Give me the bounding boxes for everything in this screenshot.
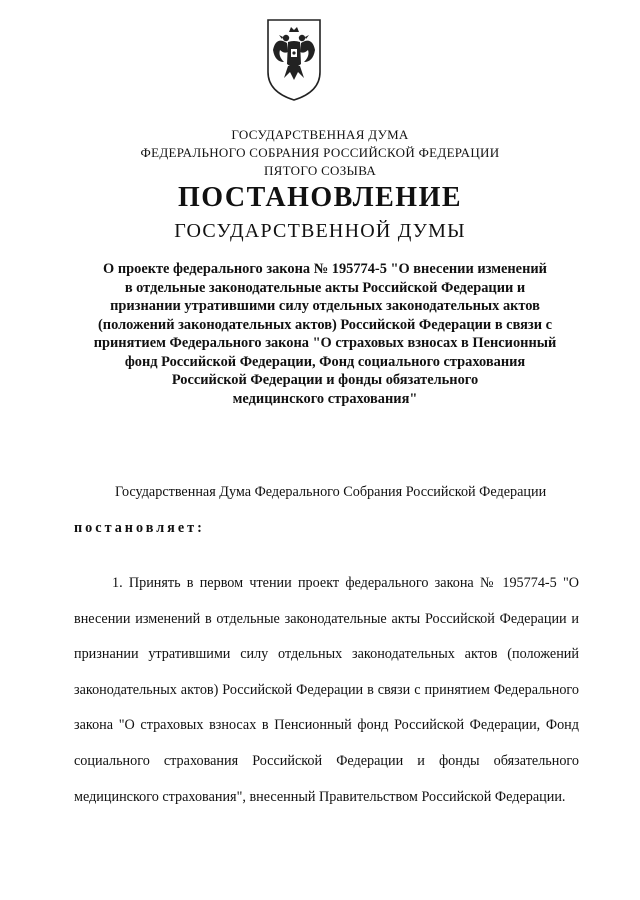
subject-line: Российской Федерации и фонды обязательного (171, 372, 479, 388)
subject-line: (положений законодательных актов) Российской Федерации в связи с (97, 316, 552, 333)
paragraph-1: 1. Принять в первом чтении проект федерального закона № 195774-5 "О внесении изменений в отдельные законодательные акты Российской Федерации и признании утратившими силу отдельных законодательных актов (положений законодательных актов) Российской Федерации в связи с принятием Федерального закона "О страховых взносах в Пенсионный фонд Российской Федерации, Фонд социального страхования Российской Федерации и фонды обязательного медицинского страхования", внесенный Правительством Российской Федерации. (74, 575, 579, 805)
subject-line: признании утратившими силу отдельных законодательных актов (110, 298, 540, 314)
document-title: ПОСТАНОВЛЕНИЕ (177, 182, 463, 213)
subject-line: в отдельные законодательные акты Российской Федерации и (124, 279, 526, 296)
subject-line: О проекте федерального закона № 195774-5 "О внесении изменений (103, 261, 547, 277)
org-line-3: ПЯТОГО СОЗЫВА (263, 163, 377, 178)
document-subject (70, 260, 580, 408)
coat-of-arms-icon (264, 16, 324, 104)
subject-line: принятием Федерального закона "О страховых взносах в Пенсионный (93, 335, 557, 351)
decides-label: постановляет: (74, 520, 205, 536)
preamble: Государственная Дума Федерального Собрания Российской Федерации (115, 484, 547, 500)
org-line-1: ГОСУДАРСТВЕННАЯ ДУМА (231, 127, 409, 142)
subject-line: медицинского страхования" (232, 390, 418, 407)
org-line-2: ФЕДЕРАЛЬНОГО СОБРАНИЯ РОССИЙСКОЙ ФЕДЕРАЦИИ (140, 145, 500, 160)
document-subtitle: ГОСУДАРСТВЕННОЙ ДУМЫ (174, 220, 466, 242)
subject-line: фонд Российской Федерации, Фонд социального страхования (124, 353, 526, 370)
